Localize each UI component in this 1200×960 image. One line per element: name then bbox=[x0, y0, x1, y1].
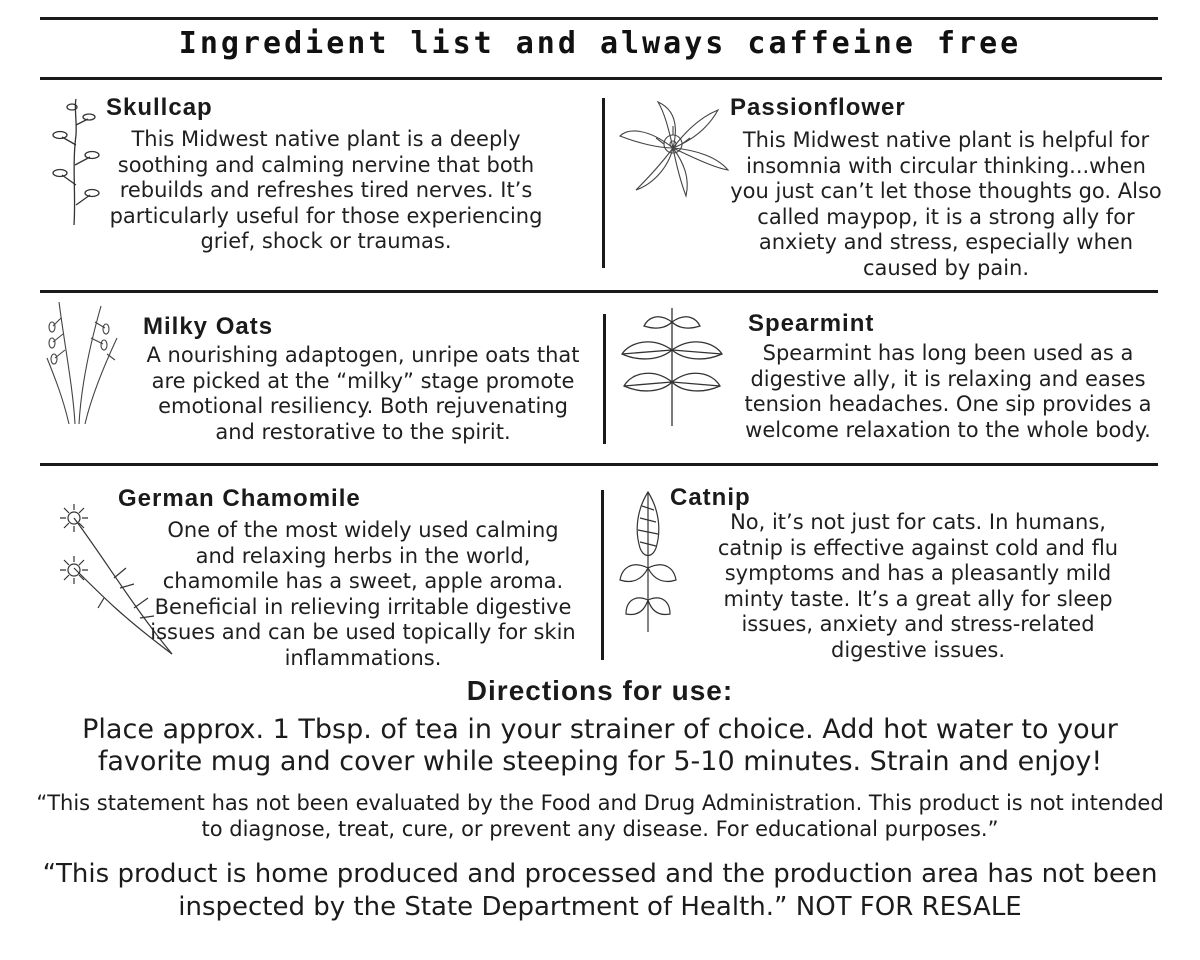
ingredient-description: No, it’s not just for cats. In humans, catnip is effective against cold and flu symptoms and has a pleasantly mild minty taste. It’s a great ally for sleep issues, anxiety and stress-related digestive issues. bbox=[717, 510, 1119, 662]
spearmint-illustration bbox=[618, 302, 726, 428]
fda-disclaimer: “This statement has not been evaluated by the Food and Drug Administration. This product is not intended to diagnose, treat, cure, or prevent any disease. For educational purposes.” bbox=[36, 791, 1164, 841]
ingredient-title: Spearmint bbox=[748, 310, 875, 337]
column-divider bbox=[602, 98, 605, 268]
ingredient-title: Skullcap bbox=[106, 94, 213, 121]
top-rule bbox=[40, 17, 1158, 20]
passionflower-illustration bbox=[618, 98, 733, 198]
ingredient-title: Milky Oats bbox=[143, 313, 274, 340]
ingredient-title: Catnip bbox=[670, 484, 751, 511]
oats-illustration bbox=[45, 298, 120, 426]
directions-text: Place approx. 1 Tbsp. of tea in your strainer of choice. Add hot water to your favorite mug and cover while steeping for 5-10 minutes. Strain and enjoy! bbox=[82, 714, 1118, 777]
directions-heading: Directions for use: bbox=[466, 675, 734, 706]
row-divider bbox=[40, 463, 1158, 466]
ingredient-title: Passionflower bbox=[730, 94, 906, 121]
row-divider bbox=[40, 290, 1158, 293]
page-title: Ingredient list and always caffeine free bbox=[178, 26, 1022, 61]
ingredient-description: One of the most widely used calming and relaxing herbs in the world, chamomile has a sweet, apple aroma. Beneficial in relieving irritable digestive issues and can be used topically for skin inflammations. bbox=[150, 518, 576, 670]
ingredient-description: This Midwest native plant is a deeply soothing and calming nervine that both rebuilds and refreshes tired nerves. It’s particularly useful for those experiencing grief, shock or traumas. bbox=[109, 127, 543, 253]
column-divider bbox=[601, 490, 604, 660]
column-divider bbox=[603, 314, 606, 444]
catnip-illustration bbox=[618, 488, 678, 634]
title-bottom-rule bbox=[40, 77, 1162, 80]
ingredient-description: This Midwest native plant is helpful for insomnia with circular thinking...when you just can’t let those thoughts go. Also called maypop, it is a strong ally for anxiety and stress, especially when caused by pain. bbox=[730, 128, 1162, 280]
home-production-disclaimer: “This product is home produced and processed and the production area has not been inspected by the State Department of Health.” NOT FOR RESALE bbox=[42, 859, 1158, 922]
ingredient-title: German Chamomile bbox=[118, 485, 361, 512]
ingredient-description: Spearmint has long been used as a digestive ally, it is relaxing and eases tension headaches. One sip provides a welcome relaxation to the whole body. bbox=[744, 341, 1152, 442]
skullcap-illustration bbox=[50, 95, 106, 230]
ingredient-description: A nourishing adaptogen, unripe oats that are picked at the “milky” stage promote emotional resiliency. Both rejuvenating and restorative to the spirit. bbox=[146, 343, 580, 444]
